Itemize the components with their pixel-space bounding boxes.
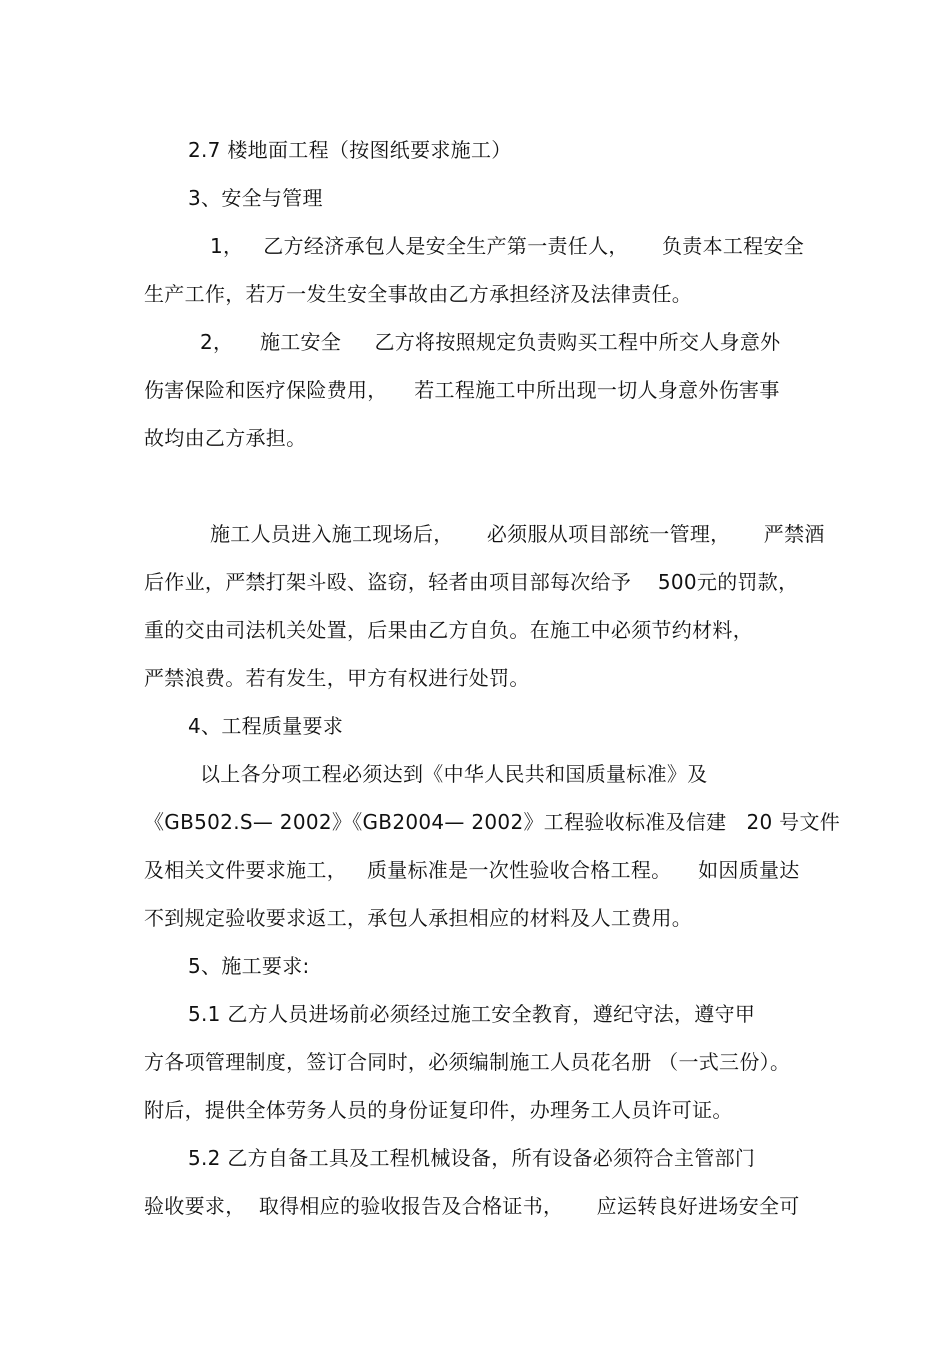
heading-5-construction-requirements: 5、施工要求: bbox=[188, 954, 310, 978]
paragraph-site-rules-line-4: 严禁浪费。若有发生，甲方有权进行处罚。 bbox=[144, 666, 530, 690]
paragraph-safety-1-line-1: 1， 乙方经济承包人是安全生产第一责任人， 负责本工程安全 bbox=[210, 234, 805, 258]
paragraph-quality-line-2: 《GB502.S— 2002》《GB2004— 2002》工程验收标准及信建 20 号文件 bbox=[144, 810, 841, 834]
heading-2-7-floor-works: 2.7 楼地面工程（按图纸要求施工） bbox=[188, 138, 512, 162]
paragraph-quality-line-3: 及相关文件要求施工， 质量标准是一次性验收合格工程。 如因质量达 bbox=[144, 858, 800, 882]
paragraph-quality-line-4: 不到规定验收要求返工，承包人承担相应的材料及人工费用。 bbox=[144, 906, 693, 930]
heading-3-safety-management: 3、安全与管理 bbox=[188, 186, 323, 210]
heading-4-quality-requirements: 4、工程质量要求 bbox=[188, 714, 344, 738]
paragraph-5-1-line-3: 附后，提供全体劳务人员的身份证复印件，办理务工人员许可证。 bbox=[144, 1098, 733, 1122]
paragraph-site-rules-line-1: 施工人员进入施工现场后， 必须服从项目部统一管理， 严禁酒 bbox=[210, 522, 825, 546]
paragraph-site-rules-line-2: 后作业，严禁打架斗殴、盗窃，轻者由项目部每次给予 500元的罚款， bbox=[144, 570, 799, 594]
paragraph-5-1-line-2: 方各项管理制度，签订合同时，必须编制施工人员花名册 （一式三份）。 bbox=[144, 1050, 791, 1074]
paragraph-safety-2-line-3: 故均由乙方承担。 bbox=[144, 426, 307, 450]
paragraph-safety-1-line-2: 生产工作，若万一发生安全事故由乙方承担经济及法律责任。 bbox=[144, 282, 693, 306]
paragraph-site-rules-line-3: 重的交由司法机关处置，后果由乙方自负。在施工中必须节约材料， bbox=[144, 618, 753, 642]
paragraph-safety-2-line-2: 伤害保险和医疗保险费用， 若工程施工中所出现一切人身意外伤害事 bbox=[144, 378, 780, 402]
paragraph-5-1-line-1: 5.1 乙方人员进场前必须经过施工安全教育，遵纪守法，遵守甲 bbox=[188, 1002, 756, 1026]
paragraph-safety-2-line-1: 2， 施工安全 乙方将按照规定负责购买工程中所交人身意外 bbox=[200, 330, 781, 354]
paragraph-quality-line-1: 以上各分项工程必须达到《中华人民共和国质量标准》及 bbox=[200, 762, 708, 786]
paragraph-5-2-line-1: 5.2 乙方自备工具及工程机械设备，所有设备必须符合主管部门 bbox=[188, 1146, 756, 1170]
paragraph-5-2-line-2: 验收要求， 取得相应的验收报告及合格证书， 应运转良好进场安全可 bbox=[144, 1194, 800, 1218]
